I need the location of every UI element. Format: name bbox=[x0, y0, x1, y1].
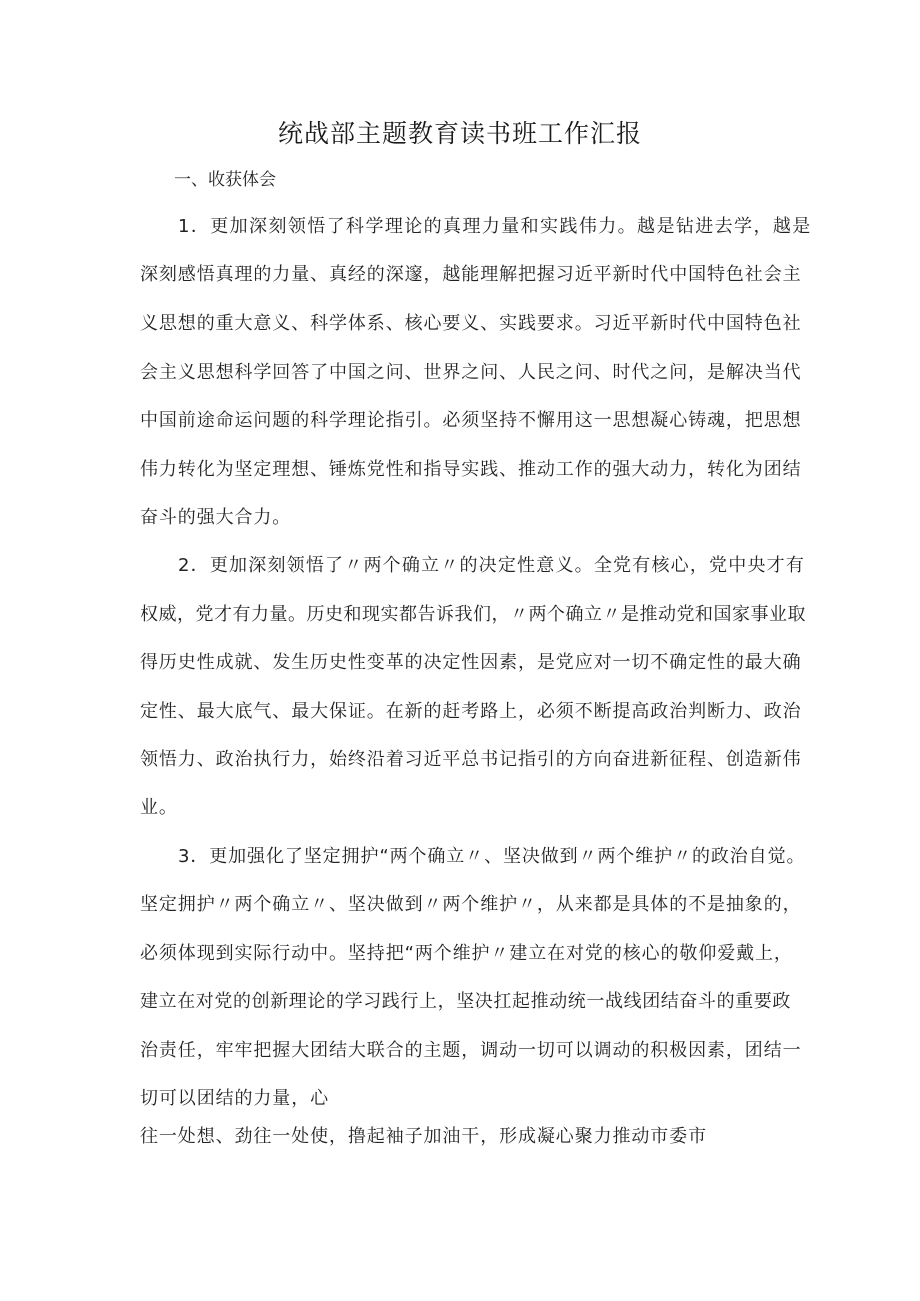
paragraph-3-line-4: 建立在对党的创新理论的学习践行上，坚决扛起推动统一战线团结奋斗的重要政 bbox=[140, 991, 791, 1012]
paragraph-1-line-5: 中国前途命运问题的科学理论指引。必须坚持不懈用这一思想凝心铸魂，把思想 bbox=[140, 410, 802, 431]
paragraph-1-line-1: 1．更加深刻领悟了科学理论的真理力量和实践伟力。越是钻进去学，越是 bbox=[178, 216, 812, 237]
paragraph-3-line-2: 坚定拥护〃两个确立〃、坚决做到〃两个维护〃，从来都是具体的不是抽象的， bbox=[140, 894, 802, 915]
paragraph-1-line-6: 伟力转化为坚定理想、锤炼党性和指导实践、推动工作的强大动力，转化为团结 bbox=[140, 459, 802, 480]
paragraph-3-line-7: 往一处想、劲往一处使，撸起袖子加油干，形成凝心聚力推动市委市 bbox=[140, 1126, 707, 1147]
paragraph-2-line-3: 得历史性成就、发生历史性变革的决定性因素，是党应对一切不确定性的最大确 bbox=[140, 652, 802, 673]
paragraph-1-line-7: 奋斗的强大合力。 bbox=[140, 507, 292, 528]
section-heading: 一、收获体会 bbox=[174, 170, 276, 190]
paragraph-2-line-6: 业。 bbox=[140, 797, 178, 818]
paragraph-3-line-3: 必须体现到实际行动中。坚持把“两个维护〃建立在对党的核心的敬仰爱戴上， bbox=[140, 943, 793, 964]
paragraph-3-line-6: 切可以团结的力量，心 bbox=[140, 1088, 329, 1109]
paragraph-1-line-2: 深刻感悟真理的力量、真经的深邃，越能理解把握习近平新时代中国特色社会主 bbox=[140, 264, 802, 285]
paragraph-2-line-4: 定性、最大底气、最大保证。在新的赶考路上，必须不断提高政治判断力、政治 bbox=[140, 701, 802, 722]
paragraph-1-line-4: 会主义思想科学回答了中国之问、世界之问、人民之问、时代之问，是解决当代 bbox=[140, 362, 802, 383]
paragraph-3-line-1: 3．更加强化了坚定拥护“两个确立〃、坚决做到〃两个维护〃的政治自觉。 bbox=[178, 846, 806, 867]
paragraph-3-line-5: 治责任，牢牢把握大团结大联合的主题，调动一切可以调动的积极因素，团结一 bbox=[140, 1040, 802, 1061]
paragraph-2-line-5: 领悟力、政治执行力，始终沿着习近平总书记指引的方向奋进新征程、创造新伟 bbox=[140, 749, 802, 770]
paragraph-1-line-3: 义思想的重大意义、科学体系、核心要义、实践要求。习近平新时代中国特色社 bbox=[140, 313, 802, 334]
paragraph-2-line-1: 2．更加深刻领悟了〃两个确立〃的决定性意义。全党有核心，党中央才有 bbox=[178, 555, 806, 576]
paragraph-2-line-2: 权威，党才有力量。历史和现实都告诉我们，〃两个确立〃是推动党和国家事业取 bbox=[140, 604, 806, 625]
document-title: 统战部主题教育读书班工作汇报 bbox=[277, 119, 642, 148]
